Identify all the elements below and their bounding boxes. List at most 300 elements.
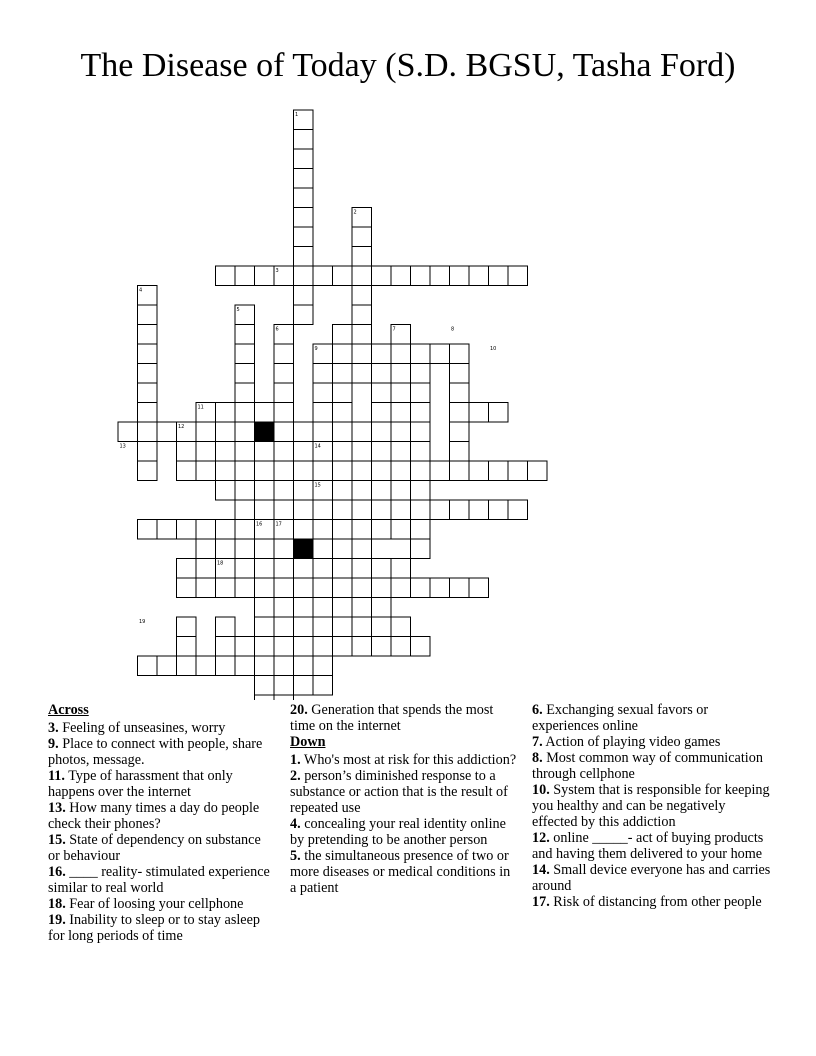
- grid-cell[interactable]: [294, 188, 314, 208]
- grid-cell[interactable]: [372, 481, 392, 501]
- grid-cell[interactable]: [372, 383, 392, 403]
- grid-cell[interactable]: [352, 520, 372, 540]
- grid-cell[interactable]: [294, 266, 314, 286]
- grid-cell[interactable]: [255, 617, 275, 637]
- grid-cell[interactable]: [216, 266, 236, 286]
- grid-cell[interactable]: [313, 637, 333, 657]
- grid-cell[interactable]: [333, 266, 353, 286]
- clue-item: [48, 800, 276, 832]
- grid-cell[interactable]: [216, 578, 236, 598]
- clue-text: person’s diminished response to a substance or action that is the result of repeated use: [290, 768, 508, 816]
- grid-cell[interactable]: [489, 403, 509, 423]
- grid-cell[interactable]: [450, 364, 470, 384]
- grid-cell[interactable]: [333, 325, 353, 345]
- grid-cell[interactable]: [138, 383, 158, 403]
- grid-cell[interactable]: [294, 676, 314, 696]
- grid-cell[interactable]: [469, 500, 489, 520]
- grid-cell[interactable]: [235, 442, 255, 462]
- grid-cell[interactable]: [391, 422, 411, 442]
- grid-cell[interactable]: [235, 422, 255, 442]
- grid-cell[interactable]: [430, 266, 450, 286]
- grid-cell[interactable]: [411, 344, 431, 364]
- grid-cell[interactable]: [274, 481, 294, 501]
- grid-cell[interactable]: [352, 325, 372, 345]
- grid-cell[interactable]: [138, 520, 158, 540]
- grid-cell[interactable]: [235, 403, 255, 423]
- clue-number: 8.: [532, 750, 543, 766]
- grid-cell[interactable]: [508, 461, 528, 481]
- clue-item: [532, 894, 772, 910]
- grid-cell[interactable]: [274, 578, 294, 598]
- grid-cell[interactable]: [177, 520, 197, 540]
- grid-cell[interactable]: [157, 422, 177, 442]
- grid-cell[interactable]: [274, 656, 294, 676]
- clue-text: System that is responsible for keeping you healthy and can be negatively effected by this addiction: [532, 782, 770, 830]
- grid-cell[interactable]: [196, 442, 216, 462]
- grid-cell[interactable]: [274, 676, 294, 696]
- grid-cell[interactable]: [294, 208, 314, 228]
- grid-cell[interactable]: [274, 637, 294, 657]
- grid-cell[interactable]: [138, 325, 158, 345]
- grid-cell[interactable]: [352, 481, 372, 501]
- clue-item: [290, 768, 518, 816]
- clue-text: How many times a day do people check their phones?: [48, 800, 260, 832]
- clue-item: [532, 782, 772, 830]
- grid-cell[interactable]: [294, 520, 314, 540]
- grid-cell[interactable]: [352, 364, 372, 384]
- clue-number: 4.: [290, 816, 301, 832]
- grid-cell[interactable]: [391, 344, 411, 364]
- grid-cell[interactable]: [391, 520, 411, 540]
- grid-cell[interactable]: [216, 539, 236, 559]
- clue-column-2: [290, 702, 518, 896]
- grid-cell[interactable]: [450, 266, 470, 286]
- grid-cell[interactable]: [450, 578, 470, 598]
- clue-number: 13.: [48, 800, 66, 816]
- grid-cell[interactable]: [177, 656, 197, 676]
- grid-cell[interactable]: [391, 266, 411, 286]
- grid-cell[interactable]: [294, 305, 314, 325]
- grid-cell[interactable]: [138, 305, 158, 325]
- clue-item: [532, 750, 772, 782]
- clue-text: State of dependency on substance or behaviour: [48, 832, 261, 864]
- cell-number: 10: [490, 346, 497, 352]
- grid-cell[interactable]: [255, 266, 275, 286]
- grid-cell[interactable]: [391, 559, 411, 579]
- cell-number: 12: [178, 424, 185, 430]
- grid-cell[interactable]: [313, 656, 333, 676]
- grid-cell[interactable]: [313, 578, 333, 598]
- grid-cell[interactable]: [235, 520, 255, 540]
- grid-cell[interactable]: [333, 383, 353, 403]
- grid-cell[interactable]: [138, 422, 158, 442]
- grid-cell[interactable]: [411, 637, 431, 657]
- grid-cell[interactable]: [469, 461, 489, 481]
- grid-cell[interactable]: [469, 403, 489, 423]
- grid-cell[interactable]: [411, 520, 431, 540]
- grid-cell[interactable]: [313, 461, 333, 481]
- grid-cell[interactable]: [235, 481, 255, 501]
- clue-text: Exchanging sexual favors or experiences online: [532, 702, 709, 734]
- grid-cell[interactable]: [216, 617, 236, 637]
- cell-number: 8: [451, 326, 455, 333]
- grid-cell[interactable]: [294, 461, 314, 481]
- grid-cell[interactable]: [255, 578, 275, 598]
- grid-cell[interactable]: [372, 344, 392, 364]
- grid-cell[interactable]: [333, 344, 353, 364]
- grid-cell[interactable]: [352, 500, 372, 520]
- grid-cell[interactable]: [372, 598, 392, 618]
- grid-cell[interactable]: [391, 403, 411, 423]
- grid-cell[interactable]: [255, 656, 275, 676]
- grid-cell[interactable]: [255, 481, 275, 501]
- clue-item: [48, 736, 276, 768]
- clue-text: Small device everyone has and carries around: [532, 862, 771, 894]
- grid-cell[interactable]: [333, 481, 353, 501]
- grid-cell[interactable]: [411, 266, 431, 286]
- grid-cell[interactable]: [450, 500, 470, 520]
- grid-cell[interactable]: [255, 676, 275, 696]
- grid-cell[interactable]: [274, 500, 294, 520]
- grid-cell[interactable]: [372, 422, 392, 442]
- grid-cell[interactable]: [450, 422, 470, 442]
- grid-cell[interactable]: [255, 403, 275, 423]
- clue-text: Inability to sleep or to stay asleep for long periods of time: [48, 912, 260, 944]
- grid-cell[interactable]: [138, 656, 158, 676]
- grid-cell[interactable]: [352, 344, 372, 364]
- grid-cell[interactable]: [216, 442, 236, 462]
- grid-cell[interactable]: [294, 637, 314, 657]
- grid-cell[interactable]: [372, 617, 392, 637]
- grid-cell[interactable]: [391, 461, 411, 481]
- clue-text: Type of harassment that only happens over the internet: [48, 768, 233, 800]
- cell-number: 6: [275, 326, 279, 333]
- grid-cell[interactable]: [372, 500, 392, 520]
- grid-cell[interactable]: [196, 520, 216, 540]
- grid-cell[interactable]: [235, 266, 255, 286]
- grid-cell[interactable]: [352, 442, 372, 462]
- grid-cell[interactable]: [411, 442, 431, 462]
- grid-cell[interactable]: [177, 637, 197, 657]
- grid-cell[interactable]: [352, 286, 372, 306]
- grid-cell[interactable]: [469, 578, 489, 598]
- clue-text: Fear of loosing your cellphone: [65, 896, 244, 912]
- clue-item: [532, 702, 772, 734]
- grid-cell[interactable]: [430, 578, 450, 598]
- grid-cell[interactable]: [352, 598, 372, 618]
- grid-cell[interactable]: [157, 520, 177, 540]
- page-title: The Disease of Today (S.D. BGSU, Tasha Ford): [80, 47, 736, 84]
- clue-item: [48, 912, 276, 944]
- grid-cell[interactable]: [196, 656, 216, 676]
- grid-cell[interactable]: [216, 403, 236, 423]
- clue-number: 19.: [48, 912, 66, 928]
- grid-cell[interactable]: [352, 266, 372, 286]
- grid-cell[interactable]: [352, 539, 372, 559]
- grid-cell[interactable]: [391, 442, 411, 462]
- grid-cell[interactable]: [216, 461, 236, 481]
- clue-number: 12.: [532, 830, 550, 846]
- grid-cell[interactable]: [528, 461, 548, 481]
- grid-cell[interactable]: [352, 461, 372, 481]
- grid-cell[interactable]: [274, 461, 294, 481]
- grid-cell[interactable]: [255, 695, 275, 700]
- clue-number: 2.: [290, 768, 301, 784]
- grid-cell[interactable]: [372, 442, 392, 462]
- grid-cell[interactable]: [216, 422, 236, 442]
- grid-cell[interactable]: [274, 403, 294, 423]
- grid-cell[interactable]: [294, 442, 314, 462]
- grid-cell[interactable]: [138, 403, 158, 423]
- grid-cell[interactable]: [138, 461, 158, 481]
- clue-number: 7.: [532, 734, 543, 750]
- grid-cell[interactable]: [313, 598, 333, 618]
- grid-cell[interactable]: [235, 461, 255, 481]
- cell-number: 14: [314, 443, 321, 450]
- grid-cell[interactable]: [294, 559, 314, 579]
- clue-number: 15.: [48, 832, 66, 848]
- clue-column-1: [48, 702, 276, 944]
- grid-cell[interactable]: [274, 617, 294, 637]
- grid-cell[interactable]: [235, 364, 255, 384]
- grid-block: [255, 422, 275, 442]
- cell-number: 13: [119, 443, 126, 450]
- grid-cell[interactable]: [352, 305, 372, 325]
- grid-cell[interactable]: [274, 539, 294, 559]
- grid-cell[interactable]: [177, 578, 197, 598]
- grid-cell[interactable]: [430, 461, 450, 481]
- grid-cell[interactable]: [352, 637, 372, 657]
- across-heading: Across: [48, 702, 89, 718]
- grid-cell[interactable]: [294, 169, 314, 189]
- clue-item: [290, 816, 518, 848]
- grid-cell[interactable]: [313, 383, 333, 403]
- grid-cell[interactable]: [313, 539, 333, 559]
- cell-number: 1: [295, 112, 299, 118]
- grid-cell[interactable]: [118, 422, 138, 442]
- grid-cell[interactable]: [333, 637, 353, 657]
- grid-cell[interactable]: [372, 637, 392, 657]
- clue-text: concealing your real identity online by pretending to be another person: [290, 816, 506, 848]
- grid-cell[interactable]: [196, 539, 216, 559]
- grid-cell[interactable]: [313, 559, 333, 579]
- clue-number: 6.: [532, 702, 543, 718]
- grid-cell[interactable]: [294, 227, 314, 247]
- grid-cell[interactable]: [235, 325, 255, 345]
- cell-number: 11: [197, 404, 204, 411]
- clue-text: ____ reality- stimulated experience similar to real world: [48, 864, 270, 896]
- grid-cell[interactable]: [450, 442, 470, 462]
- grid-cell[interactable]: [333, 442, 353, 462]
- grid-cell[interactable]: [216, 481, 236, 501]
- grid-cell[interactable]: [313, 617, 333, 637]
- grid-cell[interactable]: [274, 559, 294, 579]
- grid-cell[interactable]: [235, 656, 255, 676]
- grid-cell[interactable]: [255, 559, 275, 579]
- grid-cell[interactable]: [294, 656, 314, 676]
- clue-item: [48, 864, 276, 896]
- grid-cell[interactable]: [411, 461, 431, 481]
- grid-cell[interactable]: [313, 266, 333, 286]
- grid-block: [294, 539, 314, 559]
- grid-cell[interactable]: [216, 520, 236, 540]
- clue-text: Place to connect with people, share photos, message.: [48, 736, 263, 768]
- grid-cell[interactable]: [430, 500, 450, 520]
- grid-cell[interactable]: [274, 442, 294, 462]
- clue-number: 16.: [48, 864, 66, 880]
- grid-cell[interactable]: [235, 637, 255, 657]
- grid-cell[interactable]: [489, 461, 509, 481]
- grid-cell[interactable]: [313, 422, 333, 442]
- grid-cell[interactable]: [274, 598, 294, 618]
- grid-cell[interactable]: [391, 364, 411, 384]
- grid-cell[interactable]: [508, 266, 528, 286]
- grid-cell[interactable]: [294, 422, 314, 442]
- grid-cell[interactable]: [391, 500, 411, 520]
- grid-cell[interactable]: [391, 637, 411, 657]
- grid-cell[interactable]: [177, 442, 197, 462]
- grid-cell[interactable]: [352, 578, 372, 598]
- grid-cell[interactable]: [294, 617, 314, 637]
- grid-cell[interactable]: [333, 403, 353, 423]
- grid-cell[interactable]: [294, 130, 314, 150]
- grid-cell[interactable]: [294, 598, 314, 618]
- grid-cell[interactable]: [138, 364, 158, 384]
- grid-cell[interactable]: [235, 500, 255, 520]
- grid-cell[interactable]: [157, 656, 177, 676]
- grid-cell[interactable]: [372, 266, 392, 286]
- grid-cell[interactable]: [469, 266, 489, 286]
- grid-cell[interactable]: [255, 637, 275, 657]
- grid-cell[interactable]: [333, 422, 353, 442]
- grid-cell[interactable]: [450, 383, 470, 403]
- grid-cell[interactable]: [372, 403, 392, 423]
- grid-cell[interactable]: [372, 578, 392, 598]
- grid-cell[interactable]: [138, 344, 158, 364]
- grid-cell[interactable]: [274, 344, 294, 364]
- grid-cell[interactable]: [177, 559, 197, 579]
- grid-cell[interactable]: [294, 500, 314, 520]
- grid-cell[interactable]: [372, 364, 392, 384]
- grid-cell[interactable]: [274, 695, 294, 700]
- grid-cell[interactable]: [235, 344, 255, 364]
- grid-cell[interactable]: [411, 364, 431, 384]
- grid-cell[interactable]: [450, 344, 470, 364]
- clue-item: [48, 896, 276, 912]
- clue-number: 14.: [532, 862, 550, 878]
- grid-cell[interactable]: [333, 364, 353, 384]
- grid-cell[interactable]: [196, 559, 216, 579]
- grid-cell[interactable]: [196, 578, 216, 598]
- grid-cell[interactable]: [333, 500, 353, 520]
- grid-cell[interactable]: [411, 383, 431, 403]
- grid-cell[interactable]: [411, 422, 431, 442]
- grid-cell[interactable]: [216, 637, 236, 657]
- clue-item: [290, 848, 518, 896]
- grid-cell[interactable]: [372, 461, 392, 481]
- cell-number: 7: [392, 326, 396, 333]
- grid-cell[interactable]: [313, 520, 333, 540]
- grid-cell[interactable]: [333, 578, 353, 598]
- grid-cell[interactable]: [138, 442, 158, 462]
- grid-cell[interactable]: [411, 578, 431, 598]
- grid-cell[interactable]: [294, 481, 314, 501]
- clue-text: Generation that spends the most time on the internet: [290, 702, 494, 734]
- cell-number: 9: [314, 346, 318, 352]
- clue-text: the simultaneous presence of two or more diseases or medical conditions in a patient: [290, 848, 511, 896]
- grid-cell[interactable]: [450, 403, 470, 423]
- grid-cell[interactable]: [411, 481, 431, 501]
- grid-cell[interactable]: [333, 520, 353, 540]
- grid-cell[interactable]: [313, 500, 333, 520]
- grid-cell[interactable]: [333, 598, 353, 618]
- grid-cell[interactable]: [235, 383, 255, 403]
- grid-cell[interactable]: [313, 364, 333, 384]
- grid-cell[interactable]: [450, 461, 470, 481]
- grid-cell[interactable]: [216, 656, 236, 676]
- grid-cell[interactable]: [430, 344, 450, 364]
- grid-cell[interactable]: [391, 383, 411, 403]
- grid-cell[interactable]: [489, 500, 509, 520]
- grid-cell[interactable]: [333, 539, 353, 559]
- grid-cell[interactable]: [352, 422, 372, 442]
- grid-cell[interactable]: [352, 617, 372, 637]
- grid-cell[interactable]: [333, 617, 353, 637]
- grid-cell[interactable]: [508, 500, 528, 520]
- grid-cell[interactable]: [391, 617, 411, 637]
- grid-cell[interactable]: [372, 520, 392, 540]
- cell-number: 18: [217, 560, 224, 567]
- grid-cell[interactable]: [235, 559, 255, 579]
- grid-cell[interactable]: [333, 559, 353, 579]
- clue-number: 10.: [532, 782, 550, 798]
- grid-cell[interactable]: [489, 266, 509, 286]
- grid-cell[interactable]: [235, 578, 255, 598]
- cell-number: 16: [256, 521, 263, 528]
- grid-cell[interactable]: [352, 559, 372, 579]
- grid-cell[interactable]: [274, 422, 294, 442]
- grid-cell[interactable]: [372, 559, 392, 579]
- grid-cell[interactable]: [255, 598, 275, 618]
- grid-cell[interactable]: [196, 422, 216, 442]
- grid-cell[interactable]: [333, 461, 353, 481]
- clue-number: 5.: [290, 848, 301, 864]
- grid-cell[interactable]: [177, 461, 197, 481]
- grid-cell[interactable]: [196, 461, 216, 481]
- clue-item: [290, 752, 518, 768]
- grid-cell[interactable]: [411, 500, 431, 520]
- grid-cell[interactable]: [391, 578, 411, 598]
- grid-cell[interactable]: [294, 149, 314, 169]
- grid-cell[interactable]: [177, 617, 197, 637]
- grid-cell[interactable]: [294, 247, 314, 267]
- grid-cell[interactable]: [255, 539, 275, 559]
- grid-cell[interactable]: [313, 676, 333, 696]
- clue-text: online _____- act of buying products and having them delivered to your home: [532, 830, 764, 862]
- grid-cell[interactable]: [352, 227, 372, 247]
- grid-cell[interactable]: [411, 539, 431, 559]
- grid-cell[interactable]: [294, 578, 314, 598]
- grid-cell[interactable]: [274, 364, 294, 384]
- grid-cell[interactable]: [411, 403, 431, 423]
- grid-cell[interactable]: [352, 247, 372, 267]
- grid-cell[interactable]: [255, 461, 275, 481]
- grid-cell[interactable]: [313, 403, 333, 423]
- grid-cell[interactable]: [294, 286, 314, 306]
- clue-number: 1.: [290, 752, 301, 768]
- grid-cell[interactable]: [274, 383, 294, 403]
- grid-cell[interactable]: [255, 442, 275, 462]
